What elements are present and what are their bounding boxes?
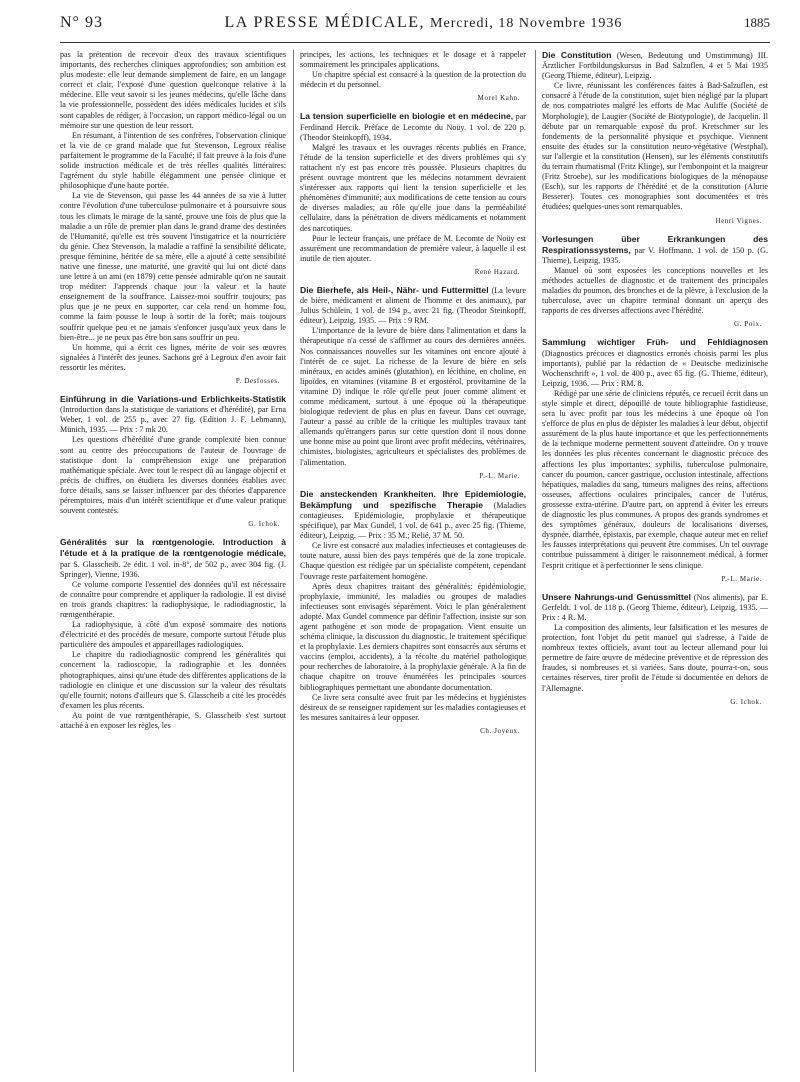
review-signature: Morel Kahn.: [477, 94, 520, 103]
journal-title: LA PRESSE MÉDICALE,: [224, 14, 426, 31]
column-1: [60, 50, 286, 1072]
review-title: Die ansteckenden Krankheiten. Ihre Epidemiologie, Bekämpfung und spezifische Therapie: [300, 488, 526, 510]
review-signature: René Hazard.: [474, 267, 520, 276]
paragraph: Au point de vue rœntgenthérapie, S. Glasscheib s'est surtout attaché à en exposer les règles, les: [60, 710, 286, 730]
review-signature: G. Poix.: [734, 320, 762, 329]
paragraph: Un chapitre spécial est consacré à la question de la protection du médecin et du personnel.: [300, 70, 526, 90]
paragraph: L'importance de la levure de bière dans l'alimentation et dans la thérapeutique n'a cessé de s'affirmer au cours des dernières années. Nos connaissances nouvelles sur les vitamines ont encore ajouté à l'intérêt de ce sujet. La richesse de la levure de bière en sels minéraux, en acides aminés (glutathion), en lécithine, en choline, en lipoïdes, en vitamines (vitamine B et ergostérol, provitamine de la vitamine D) indique le rôle qu'elle peut jouer comme aliment et comme médicament, surtout à une époque où la thérapeutique biologique redevient de plus en plus en faveur. Dans cet ouvrage, l'auteur a passé au crible de la critique les multiples travaux tant allemands qu'étrangers parus sur cette question dont il nous donne une bonne mise au point que liront avec profit médecins, vétérinaires, chimistes, biologistes, agriculteurs et spécialistes des problèmes de l'alimentation.: [300, 326, 526, 467]
review-signature: G. Ichok.: [248, 520, 280, 529]
paragraph: La radiophysique, à côté d'un exposé sommaire des notions d'électricité et des procédés de mesure, comporte surtout l'étude plus particulière des ampoules et appareillages radiologiques.: [60, 620, 286, 650]
review-title: Sammlung wichtiger Früh- und Fehldiagnosen: [542, 337, 768, 348]
paragraph: La vie de Stevenson, qui passe les 44 années de sa vie à lutter contre l'évolution d'une tuberculose pulmonaire et à poursuivre sous tous les climats le mirage de la santé, prouve une fois de plus que la maladie a un rôle de premier plan dans le grand drame des destinées de l'Humanité, qu'elle est très souvent l'instigatrice et la nourricière du génie. Chez Stevenson, la maladie a raffiné la sensibilité délicate, presque féminine, héritée de sa mère, elle a ajouté à cette sensibilité native une finesse, une maturité, une gravité qui lui ont dicté dans une lettre à un ami (en 1879) cette pensée admirable qu'on ne saurait trop méditer: J'apprends chaque jour la valeur et la haute enseignement de la souffrance. Laissez-moi souffrir toujours; pas plus que je ne peux en supporter, car cela rend un homme fou, comme la faim pousse le loup à sortir de la forêt; mais toujours souffrir quelque peu et ne jamais s'enfoncer jusqu'aux yeux dans le bien-être... je ne peux pas être bon sans souffrir un peu.: [60, 191, 286, 342]
paragraph: La composition des aliments, leur falsification et les mesures de protection, font l'objet du petit manuel qui s'adresse, à l'aide de nombreux textes officiels, avant tout au lecteur allemand pour lui permettre de faire œuvre de médecine préventive et de répression des fraudes, si nombreuses et si variées. Sans doute, pourra-t-on, sous certaines réserves, tirer profit de l'étude si documentée en dehors de l'Allemagne.: [542, 622, 768, 693]
review-signature: P. Desfosses.: [235, 377, 280, 385]
paragraph: Rédigé par une série de cliniciens réputés, ce recueil écrit dans un style simple et direct, dépouillé de toute bibliographie fastidieuse, sera lu avec profit par tous les médecins à une époque où l'on s'efforce de plus en plus de dépister les maladies à leur début, objectif assurément de la plus haute importance et que les perfectionnements de la technique moderne permettent souvent d'atteindre. On y trouve les données les plus récentes concernant le diagnostic précoce des affections les plus importantes: syphilis, tuberculose pulmonaire, cancer du poumon, cancer gastrique, occlusion intestinale, affections hépatiques, maladies du sang, tumeurs malignes des reins, affections osseuses, affections oculaires principales, cancer de l'utérus, grossesse extra-utérine. D'autre part, on apprend à éviter les erreurs de diagnostic les plus communes. A propos des grands syndromes et des symptômes généraux, douleurs de localisations diverses, dyspnée, diarrhée, épistaxis, par exemple, chaque auteur met en relief les fausses interprétations qui peuvent être commises. Un tel ouvrage contribue puissamment à diriger le raisonnement médical, à former l'esprit critique et à perfectionner le sens clinique.: [542, 388, 768, 570]
review-citation: [300, 285, 526, 326]
review-bibliography: par S. Glasscheib. 2e édit. 1 vol. in-8°, de 502 p., avec 304 fig. (J. Springer), Vienne, 1936.: [60, 559, 286, 579]
review-title: Vorlesungen über Erkrankungen des Respirationssystems,: [542, 233, 768, 255]
review-signature: P.-L. Marie.: [721, 574, 762, 583]
review-title: Die Constitution: [542, 50, 612, 60]
review-title: Die Bierhefe, als Heil-, Nähr- und Futtermittel: [300, 284, 489, 295]
review-citation: [300, 489, 526, 541]
issue-number: N° 93: [60, 14, 103, 31]
header-rule: [60, 42, 770, 43]
paragraph: Ce livre, réunissant les conférences faites à Bad-Salzuflen, est consacré à l'étude de la constitution, sujet bien négligé par la plupart de nos compatriotes malgré les efforts de Mac Auliffe (Société de Morphologie), de Laugier (Société de Biotypologie), de Jacquelin. Il débute par un remarquable exposé du prof. Kretschmer sur les fondements de la personnalité physique et psychique. Viennent ensuite des études sur la constitution neuro-végétative (Westphal), sur l'allergie et la constitution (Hensen), sur les éléments constitutifs du terrain rhumatismal (Fritz Klinge), sur l'embonpoint et la maigreur (Fritz Stroebe), sur les modifications biologiques de la ménopause (Esch), sur les rapports de l'hérédité et de la constitution (Alurie Besserer). Toutes ces monographies sont documentées et très étudiées; quelques-unes sont remarquables.: [542, 81, 768, 212]
paragraph: Un homme, qui a écrit ces lignes, mérite de voir ses œuvres signalées à l'intérêt des jeunes. Sachons gré à Legroux d'en avoir fait ressortir les mérites.: [60, 342, 286, 372]
paragraph: Manuel où sont exposées les conceptions nouvelles et les méthodes actuelles de diagnostic et de traitement des principales maladies du poumon, des bronches et de la plèvre, à l'exclusion de la tuberculose, avec un chapitre terminal donnant un aperçu des rapports de ces diverses affections avec l'hérédité.: [542, 265, 768, 316]
review-citation: [542, 592, 768, 623]
column-3: [542, 50, 768, 1072]
paragraph: Les questions d'hérédité d'une grande complexité bien connue sont au centre des préoccupations de l'auteur de l'ouvrage de statistique dont la compréhension exige une préparation mathématique spéciale. Avec tout le respect dû au langage objectif et précis de chiffres, on étudiera les diverses données établies avec force détails, sans se laisser influencer par des théories d'apparence péremptoires, mais d'un intérêt scientifique et d'une valeur pratique souvent contestés.: [60, 435, 286, 516]
review-citation: [300, 111, 526, 142]
review-citation: [542, 337, 768, 388]
review-bibliography: (Diagnostics précoces et diagnostics erronés choisis parmi les plus importants), publié par la rédaction de « Deutsche medizinische Wochenschrift », 1 vol. de 400 p., avec 65 fig. (G. Thieme, éditeur), Leipzig, 1936. — Prix : RM. 8.: [542, 348, 768, 388]
paragraph: Ce livre sera consulté avec fruit par les médecins et hygiénistes désireux de se renseigner rapidement sur les maladies contagieuses et les mesures sanitaires à leur opposer.: [300, 692, 526, 722]
review-bibliography: (Wesen, Bedeutung und Umstimmung) III. Ärztlicher Fortbildungskursus in Bad Salzuflen, 4 et 5 Mai 1935 (Georg Thieme, éditeur), Leipzig.: [542, 51, 768, 81]
journal-title-line: [225, 14, 623, 32]
paragraph: pas la prétention de recevoir d'eux des travaux scientifiques importants, des recherches cliniques approfondies; son ambition est plus modeste: elle leur demande simplement de faire, en un langage correct et clair, l'exposé d'une question quelconque relative à la médecine. Elle veut savoir si les jeunes médecins, qu'elle lâche dans la vie professionnelle, possèdent des idées médicales lucides et s'ils sont capables de rédiger, à l'occasion, un rapport médico-légal ou un mémoire sur une question de leur ressort.: [60, 50, 286, 130]
review-title: Einführung in die Variations-und Erblichkeits-Statistik: [60, 394, 286, 405]
review-citation: [60, 394, 286, 435]
page-number: 1885: [744, 15, 770, 30]
review-title: Unsere Nahrungs-und Genussmittel: [542, 591, 691, 602]
review-signature: P.-L. Marie.: [479, 471, 520, 480]
column-divider: [293, 50, 294, 1072]
paragraph: Malgré les travaux et les ouvrages récents publiés en France, l'étude de la tension superficielle et des divers problèmes qui s'y rattachent n'y est pas encore très poussée. Plusieurs chapitres du présent ouvrage montrent que les médecins notamment devraient s'intéresser aux rapports qui lient la tension superficielle et les phénomènes d'immunité; aux modifications de cette tension au cours de diverses maladies; au rôle qu'elle joue dans la perméabilité cellulaire, dans la pénétration de divers médicaments et notamment des narcotiques.: [300, 142, 526, 233]
review-bibliography: par Ferdinand Hercik. Préface de Lecomte du Noüy. 1 vol. de 220 p. (Theodor Steinkopff), 1934.: [300, 112, 526, 142]
review-citation: [542, 50, 768, 81]
review-citation: [542, 234, 768, 266]
review-signature: Henri Vignes.: [715, 216, 762, 225]
issue-date: Mercredi, 18 Novembre 1936: [430, 16, 623, 31]
column-2: [300, 50, 526, 1072]
review-bibliography: (Nos aliments), par E. Gerfeldt. 1 vol. de 118 p. (Georg Thieme, éditeur), Leipzig, 1935. — Prix : 4 R. M.: [542, 592, 768, 622]
paragraph: En résumant, à l'intention de ses confrères, l'observation clinique et la vie de ce grand malade que fut Stevenson, Legroux réalise parfaitement le programme de la Faculté; il fait preuve à la fois d'une solide instruction médicale et de très réelles qualités littéraires: l'agrément du style habille élégamment une pensée clinique et philosophique d'une haute portée.: [60, 130, 286, 191]
column-divider: [535, 50, 536, 1072]
masthead: [60, 14, 770, 42]
review-bibliography: par V. Hoffmann. 1 vol. de 150 p. (G. Thieme), Leipzig, 1935.: [542, 245, 768, 265]
paragraph: principes, les actions, les techniques et le dosage et à rappeler sommairement les principales applications.: [300, 50, 526, 70]
review-signature: Ch. Joyeux.: [480, 726, 520, 735]
review-bibliography: (Maladies contagieuses. Epidémiologie, prophylaxie et thérapeutique spécifique), par Max Gundel, 1 vol. de 641 p., avec 25 fig. (Thieme, éditeur), Leipzig. — Prix : 35 M.; Relié, 37 M. 50.: [300, 500, 526, 541]
review-signature: G. Ichok.: [730, 697, 762, 706]
review-bibliography: (Introduction dans la statistique de variations et d'hérédité), par Erna Weber, 1 vol. de 255 p., avec 27 fig. (Edition J. F. Lehmann), Münich, 1935. — Prix : 7 mk 20.: [60, 405, 286, 435]
review-title: La tension superficielle en biologie et en médecine,: [300, 111, 514, 122]
paragraph: Pour le lecteur français, une préface de M. Lecomte de Noüy est assurément une recommandation de première valeur, à laquelle il est inutile de rien ajouter.: [300, 233, 526, 263]
review-citation: [60, 537, 286, 579]
paragraph: Le chapitre du radiodiagnostic comprend les généralités qui concernent la radioscopie, la radiographie et les données photographiques, ainsi qu'une étude des différentes applications de la radiologie en clinique et une discussion sur la valeur des résultats qu'elle fournit; notons d'ailleurs que S. Glasscheib a cité les procédés d'examen les plus récents.: [60, 650, 286, 710]
article-columns: [60, 50, 770, 1072]
review-title: Généralités sur la rœntgenologie. Introduction à l'étude et à la pratique de la rœntgenologie médicale,: [60, 537, 286, 559]
review-bibliography: (La levure de bière, médicament et aliment de l'homme et des animaux), par Julius Schülein, 1 vol. de 194 p., avec 21 fig. (Theodor Steinkopff, éditeur), Leipzig, 1935. — Prix : 9 RM.: [300, 285, 526, 326]
paragraph: Ce livre est consacré aux maladies infectieuses et contagieuses de toute nature, aussi bien des pays tempérés que de la zone tropicale. Chaque question est rédigée par un spécialiste compétent, cependant l'ouvrage reste parfaitement homogène.: [300, 541, 526, 581]
paragraph: Ce volume comporte l'essentiel des données qu'il est nécessaire de connaître pour comprendre et appliquer la radiologie. Il est divisé en trois grands chapitres: la radiophysique, le radiodiagnostic, la rœntgenthérapie.: [60, 579, 286, 619]
paragraph: Après deux chapitres traitant des généralités: épidémiologie, prophylaxie, immunité, les maladies ou groupes de maladies infectieuses sont envisagés séparément. Voici le plan généralement adopté. Max Gundel commence par définir l'affection, insiste sur son agent pathogène et son mode de propagation. Vient ensuite un schéma clinique, la discussion du diagnostic, le traitement spécifique et la prophylaxie. Les derniers chapitres sont consacrés aux sérums et vaccins (emploi, accidents), à la récolte du matériel pathologique pour recherches de laboratoire, à la prophylaxie générale. A la fin de chaque chapitre on trouve énumérées les principales sources bibliographiques permettant une abondante documentation.: [300, 581, 526, 692]
